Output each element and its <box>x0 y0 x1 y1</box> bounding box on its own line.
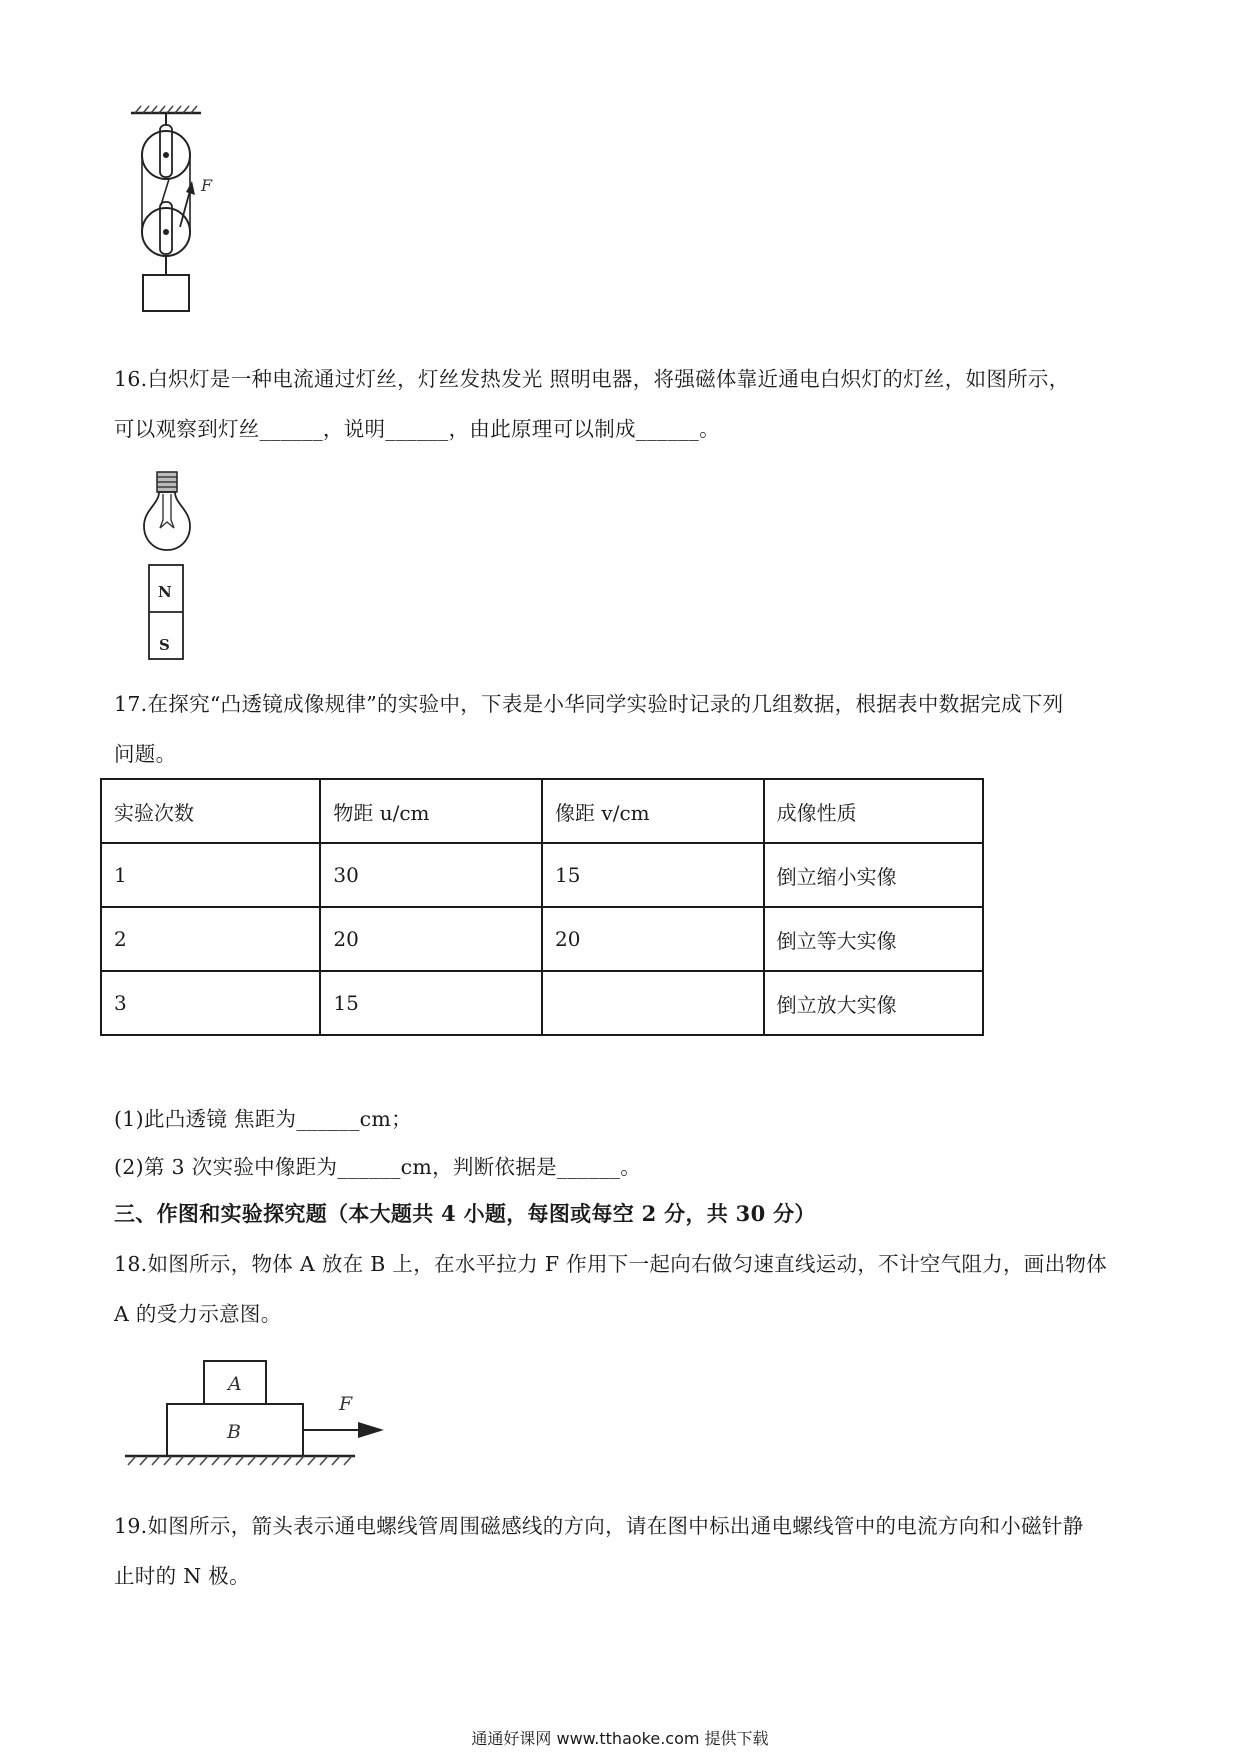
table-cell: 15 <box>320 971 542 1035</box>
table-header-cell: 物距 u/cm <box>320 779 542 843</box>
table-cell: 倒立放大实像 <box>764 971 983 1035</box>
q18-text-line1: 18.如图所示，物体 A 放在 B 上，在水平拉力 F 作用下一起向右做匀速直线运动，不计空气阻力，画出物体 <box>114 1252 1107 1276</box>
table-cell: 20 <box>320 907 542 971</box>
table-cell: 30 <box>320 843 542 907</box>
q17-text-line1: 17.在探究“凸透镜成像规律”的实验中，下表是小华同学实验时记录的几组数据，根据表中数据完成下列 <box>114 692 1064 716</box>
table-header-cell: 成像性质 <box>764 779 983 843</box>
blocks-figure <box>120 1350 400 1475</box>
section-heading: 三、作图和实验探究题（本大题共 4 小题，每图或每空 2 分，共 30 分） <box>114 1201 816 1226</box>
table-cell: 倒立等大实像 <box>764 907 983 971</box>
q16-text-line2: 可以观察到灯丝______，说明______，由此原理可以制成______。 <box>114 417 720 441</box>
magnet-s-label: S <box>159 636 170 654</box>
magnet-n-label: N <box>158 583 172 601</box>
table-cell: 2 <box>101 907 320 971</box>
pulley-force-label: F <box>201 176 213 195</box>
block-a-label: A <box>228 1373 242 1395</box>
table-cell: 3 <box>101 971 320 1035</box>
table-header-cell: 像距 v/cm <box>542 779 764 843</box>
table-row <box>101 843 983 907</box>
q17-text-line2: 问题。 <box>114 742 177 766</box>
q17-sub-question-2: (2)第 3 次实验中像距为______cm，判断依据是______。 <box>114 1155 642 1179</box>
q16-text-line1: 16.白炽灯是一种电流通过灯丝，灯丝发热发光 照明电器，将强磁体靠近通电白炽灯的灯丝，如图所示， <box>114 367 1070 391</box>
force-f-label: F <box>339 1393 353 1415</box>
table-cell: 倒立缩小实像 <box>764 843 983 907</box>
lens-data-table <box>100 778 984 1036</box>
table-cell: 15 <box>542 843 764 907</box>
page-footer: 通通好课网 www.tthaoke.com 提供下载 <box>471 1729 769 1748</box>
q17-sub-question-1: (1)此凸透镜 焦距为______cm； <box>114 1107 412 1131</box>
table-cell <box>542 971 764 1035</box>
table-header-row <box>101 779 983 843</box>
table-header-cell: 实验次数 <box>101 779 320 843</box>
table-cell: 1 <box>101 843 320 907</box>
table-row <box>101 971 983 1035</box>
bulb-magnet-figure <box>138 470 198 670</box>
block-b-label: B <box>227 1421 241 1443</box>
q19-text-line2: 止时的 N 极。 <box>114 1564 250 1588</box>
table-cell: 20 <box>542 907 764 971</box>
q19-text-line1: 19.如图所示，箭头表示通电螺线管周围磁感线的方向，请在图中标出通电螺线管中的电流方向和小磁针静 <box>114 1514 1084 1538</box>
pulley-figure <box>125 105 235 350</box>
q18-text-line2: A 的受力示意图。 <box>114 1302 282 1326</box>
table-row <box>101 907 983 971</box>
